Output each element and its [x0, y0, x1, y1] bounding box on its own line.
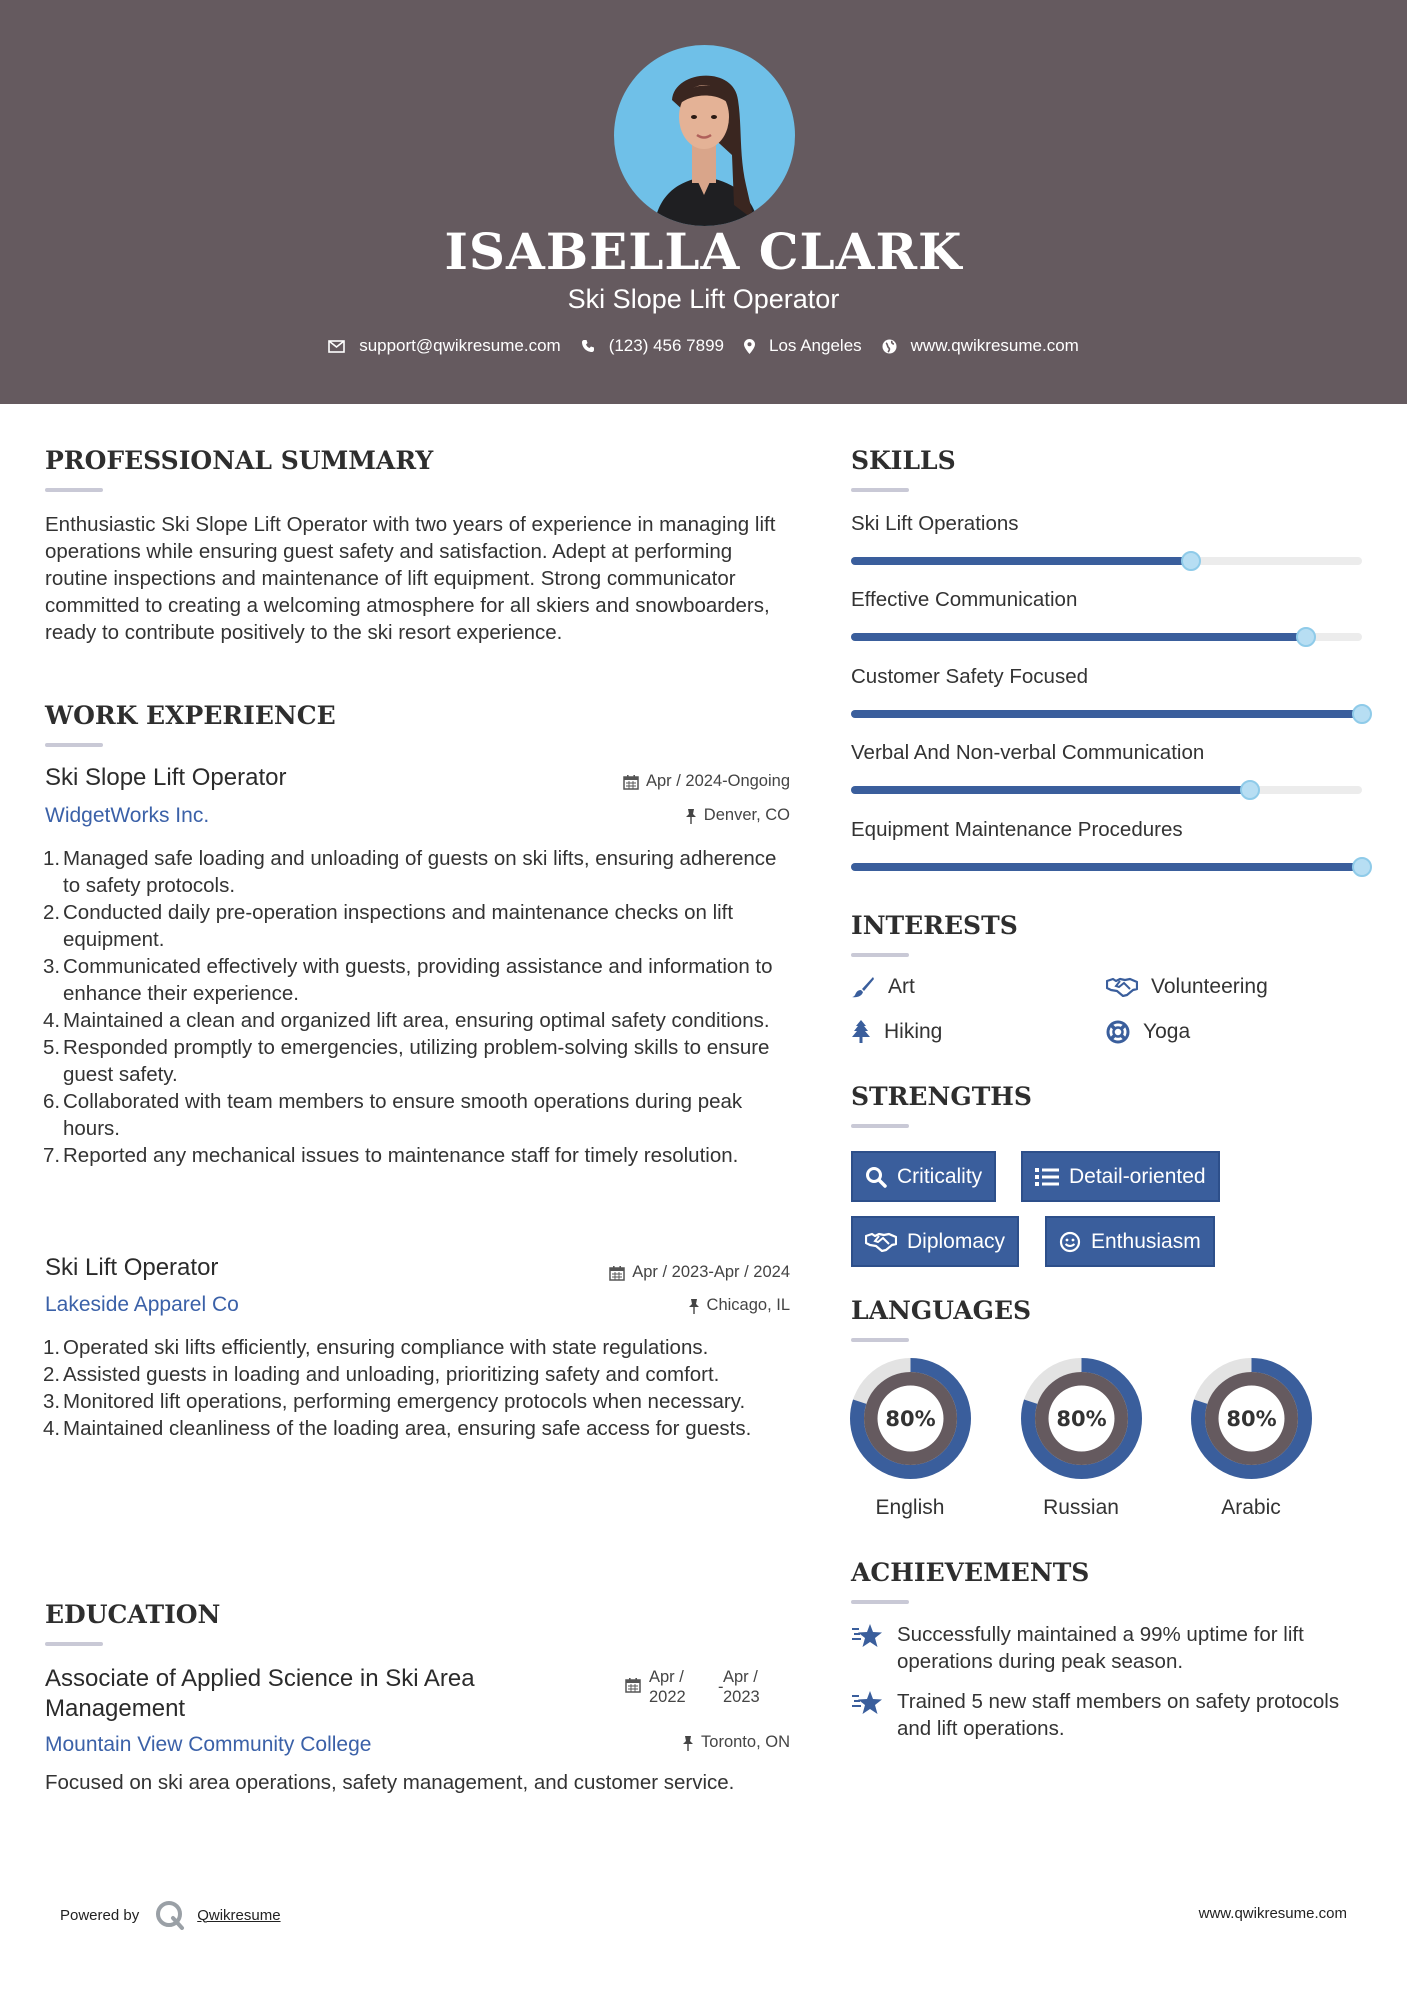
interest-item — [1106, 975, 1268, 999]
profile-photo — [614, 45, 795, 226]
pushpin-icon — [688, 1298, 700, 1314]
phone-icon — [581, 339, 595, 353]
strength-chip — [851, 1216, 1019, 1267]
interest-item — [851, 975, 915, 999]
achievements-divider — [851, 1600, 909, 1604]
list-item: 3. Monitored lift operations, performing emergency protocols when necessary. — [43, 1390, 746, 1413]
list-item: 2. Assisted guests in loading and unloading, prioritizing safety and comfort. — [43, 1363, 720, 1386]
skill-label: Ski Lift Operations — [851, 512, 1019, 535]
skill-bar-fill — [851, 710, 1362, 718]
list-item: 1. Operated ski lifts efficiently, ensuring compliance with state regulations. — [43, 1336, 709, 1359]
language-ring — [850, 1358, 971, 1479]
skill-bar-fill — [851, 863, 1362, 871]
list-item: 7. Reported any mechanical issues to maintenance staff for timely resolution. — [43, 1144, 739, 1167]
brand-link[interactable]: Qwikresume — [197, 1906, 281, 1924]
achievement-item — [851, 1621, 1371, 1675]
handshake-icon — [1106, 977, 1138, 997]
contact-location — [744, 336, 862, 356]
job-date — [520, 1263, 790, 1282]
achievement-text: Trained 5 new staff members on safety protocols and lift operations. — [897, 1690, 1340, 1740]
skill-label: Customer Safety Focused — [851, 665, 1088, 688]
summary-text: Enthusiastic Ski Slope Lift Operator with two years of experience in managing lift operations while ensuring guest safety and satisfaction. Adept at performing routine inspections and maintenance of lift equipment. Strong communicator committed to creating a welcoming atmosphere for all skiers and snowboarders, ready to contribute positively to the ski resort experience. — [45, 513, 776, 644]
interest-label: Yoga — [1143, 1020, 1191, 1043]
search-icon — [865, 1166, 887, 1188]
skill-label: Effective Communication — [851, 588, 1078, 611]
job-location-text: Chicago, IL — [706, 1296, 790, 1314]
skill-bar — [851, 633, 1362, 641]
qwikresume-logo-icon — [155, 1900, 185, 1930]
degree-title: Associate of Applied Science in Ski Area Management — [45, 1665, 475, 1722]
strength-label: Diplomacy — [907, 1229, 1006, 1253]
tree-icon — [851, 1020, 871, 1044]
interest-label: Art — [888, 975, 915, 998]
interest-label: Hiking — [884, 1020, 943, 1043]
star-icon — [851, 1690, 883, 1716]
skill-bar-knob — [1352, 857, 1372, 877]
contact-email-text: support@qwikresume.com — [359, 336, 561, 355]
job-location — [520, 1296, 790, 1315]
achievements-title: ACHIEVEMENTS — [851, 1558, 1090, 1587]
strength-label: Enthusiasm — [1091, 1229, 1201, 1253]
pushpin-icon — [682, 1735, 694, 1751]
languages-divider — [851, 1338, 909, 1342]
footer-powered-by — [60, 1900, 281, 1930]
map-pin-icon — [744, 339, 755, 354]
candidate-name: ISABELLA CLARK — [444, 222, 963, 281]
strength-chip — [1045, 1216, 1215, 1267]
language-percent: 80% — [1226, 1407, 1277, 1431]
strength-label: Detail-oriented — [1069, 1164, 1206, 1188]
list-item: 3. Communicated effectively with guests, providing assistance and information to enhance their experience. — [43, 955, 773, 1005]
experience-divider — [45, 743, 103, 747]
job-location-text: Denver, CO — [703, 806, 790, 824]
footer-website[interactable]: www.qwikresume.com — [1198, 1905, 1347, 1922]
contact-location-text: Los Angeles — [769, 336, 862, 355]
contact-phone-text: (123) 456 7899 — [608, 336, 725, 355]
star-icon — [851, 1623, 883, 1649]
envelope-icon — [328, 340, 345, 353]
skill-bar-knob — [1240, 780, 1260, 800]
skill-bar — [851, 557, 1362, 565]
job-company[interactable]: Lakeside Apparel Co — [45, 1293, 239, 1316]
skill-label: Equipment Maintenance Procedures — [851, 818, 1183, 841]
education-location — [520, 1733, 790, 1752]
job-date-text: Apr / 2024-Ongoing — [645, 772, 790, 790]
strength-chip — [1021, 1151, 1220, 1202]
skill-label: Verbal And Non-verbal Communication — [851, 741, 1205, 764]
language-ring — [1191, 1358, 1312, 1479]
paintbrush-icon — [851, 976, 875, 998]
job-company[interactable]: WidgetWorks Inc. — [45, 804, 210, 827]
skill-bar-knob — [1352, 704, 1372, 724]
globe-icon — [882, 339, 897, 354]
education-title: EDUCATION — [45, 1600, 221, 1629]
contact-bar — [0, 336, 1407, 356]
job-date-text: Apr / 2023-Apr / 2024 — [632, 1263, 790, 1281]
education-date-dash: - — [718, 1678, 724, 1696]
skill-bar-fill — [851, 633, 1306, 641]
list-item: 5. Responded promptly to emergencies, utilizing problem-solving skills to ensure guest safety. — [43, 1036, 770, 1086]
skill-bar-knob — [1296, 627, 1316, 647]
calendar-icon — [609, 1265, 625, 1281]
list-item: 4. Maintained a clean and organized lift area, ensuring optimal safety conditions. — [43, 1009, 770, 1032]
experience-title: WORK EXPERIENCE — [45, 701, 336, 730]
job-title: Ski Slope Lift Operator — [45, 764, 287, 791]
list-item: 6. Collaborated with team members to ensure smooth operations during peak hours. — [43, 1090, 743, 1140]
list-icon — [1035, 1167, 1059, 1187]
strength-label: Criticality — [897, 1164, 983, 1188]
contact-website[interactable] — [882, 336, 1079, 356]
skill-bar-knob — [1181, 551, 1201, 571]
contact-website-text: www.qwikresume.com — [910, 336, 1079, 355]
language-label: English — [875, 1496, 945, 1519]
list-item: 4. Maintained cleanliness of the loading area, ensuring safe access for guests. — [43, 1417, 752, 1440]
achievement-text: Successfully maintained a 99% uptime for lift operations during peak season. — [897, 1623, 1304, 1673]
contact-phone[interactable] — [581, 336, 724, 356]
calendar-icon — [625, 1677, 641, 1693]
calendar-icon — [623, 774, 639, 790]
school-name[interactable]: Mountain View Community College — [45, 1733, 372, 1756]
education-location-text: Toronto, ON — [701, 1733, 790, 1751]
language-label: Arabic — [1221, 1496, 1281, 1519]
education-description: Focused on ski area operations, safety management, and customer service. — [45, 1771, 735, 1794]
strength-chip — [851, 1151, 996, 1202]
pushpin-icon — [685, 808, 697, 824]
education-end: Apr / 2023 — [723, 1668, 760, 1706]
interest-item — [851, 1020, 942, 1044]
interests-divider — [851, 953, 909, 957]
interest-label: Volunteering — [1151, 975, 1268, 998]
education-start: Apr / 2022 — [649, 1668, 686, 1706]
job-bullets — [45, 1334, 795, 1442]
skills-divider — [851, 488, 909, 492]
handshake-icon — [865, 1232, 897, 1252]
lifebuoy-icon — [1106, 1020, 1130, 1044]
skill-bar — [851, 710, 1362, 718]
job-title: Ski Lift Operator — [45, 1254, 219, 1281]
job-date — [520, 772, 790, 791]
education-divider — [45, 1642, 103, 1646]
interests-title: INTERESTS — [851, 911, 1018, 940]
languages-title: LANGUAGES — [851, 1296, 1032, 1325]
skill-bar — [851, 786, 1362, 794]
skill-bar-fill — [851, 786, 1250, 794]
strengths-divider — [851, 1124, 909, 1128]
resume-header — [0, 0, 1407, 404]
job-location — [520, 806, 790, 825]
strengths-title: STRENGTHS — [851, 1082, 1032, 1111]
candidate-role: Ski Slope Lift Operator — [567, 284, 840, 314]
smile-icon — [1059, 1231, 1081, 1253]
summary-divider — [45, 488, 103, 492]
skill-bar-fill — [851, 557, 1191, 565]
language-label: Russian — [1043, 1496, 1119, 1519]
skills-title: SKILLS — [851, 446, 956, 475]
list-item: 1. Managed safe loading and unloading of guests on ski lifts, ensuring adherence to safety protocols. — [43, 847, 777, 897]
achievement-item — [851, 1688, 1371, 1742]
language-ring — [1021, 1358, 1142, 1479]
skill-bar — [851, 863, 1362, 871]
list-item: 2. Conducted daily pre-operation inspections and maintenance checks on lift equipment. — [43, 901, 734, 951]
language-percent: 80% — [1056, 1407, 1107, 1431]
language-percent: 80% — [885, 1407, 936, 1431]
summary-title: PROFESSIONAL SUMMARY — [45, 446, 434, 475]
powered-by-text: Powered by — [60, 1906, 140, 1924]
job-bullets — [45, 845, 795, 1169]
contact-email[interactable] — [328, 336, 561, 356]
interest-item — [1106, 1020, 1190, 1044]
